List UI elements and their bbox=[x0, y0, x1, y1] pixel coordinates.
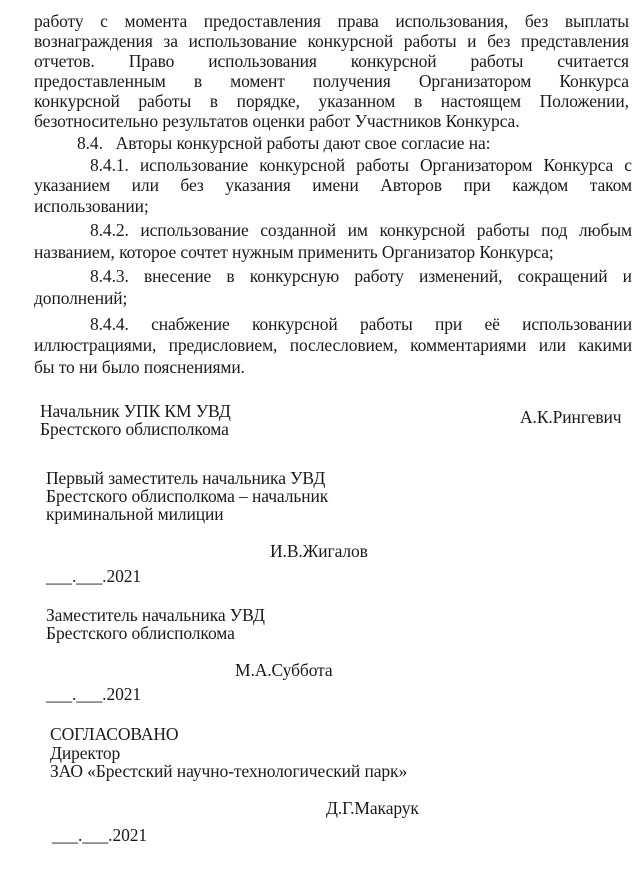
word: конкурсной bbox=[251, 314, 338, 334]
word: и bbox=[467, 31, 477, 51]
sig2-title-line-2: Брестского облисполкома – начальник bbox=[46, 486, 329, 506]
word: настоящем bbox=[440, 91, 521, 111]
word: использование bbox=[188, 31, 297, 51]
clause-8-4-4-line-3: бы то ни было пояснениями. bbox=[34, 357, 245, 377]
word: каждом bbox=[512, 175, 569, 195]
sig3-date: ___.___.2021 bbox=[46, 684, 142, 704]
word: конкурсной bbox=[307, 31, 394, 51]
word: или bbox=[131, 175, 159, 195]
word: предисловием, bbox=[168, 335, 278, 355]
word: таком bbox=[589, 175, 632, 195]
word: момента bbox=[124, 11, 188, 31]
word: указания bbox=[225, 175, 291, 195]
word: представления bbox=[520, 31, 629, 51]
word: работы bbox=[359, 314, 413, 334]
sig4-title-line-2: ЗАО «Брестский научно-технологический парк» bbox=[50, 761, 408, 781]
word: 8.4.2. bbox=[90, 220, 129, 240]
clause-8-4-3-line-2: дополнений; bbox=[34, 288, 128, 308]
sig3-title-line-1: Заместитель начальника УВД bbox=[46, 605, 265, 625]
word: использования, bbox=[395, 11, 509, 31]
body-line-5 bbox=[34, 91, 629, 111]
word: вознаграждения bbox=[34, 31, 153, 51]
word: без bbox=[180, 175, 204, 195]
word: конкурсной bbox=[34, 91, 120, 111]
word: использование bbox=[140, 220, 249, 240]
clause-8-4-4-line-2 bbox=[34, 335, 632, 355]
word: комментариями bbox=[410, 335, 527, 355]
word: работы bbox=[403, 31, 457, 51]
word: порядке, bbox=[236, 91, 300, 111]
body-line-1 bbox=[34, 11, 629, 31]
word: работы bbox=[476, 220, 530, 240]
word: предоставления bbox=[203, 11, 321, 31]
word: послесловием, bbox=[289, 335, 398, 355]
clause-8-4-1-line-3: использовании; bbox=[34, 196, 149, 216]
word: конкурсной bbox=[350, 51, 437, 71]
word: Организатором bbox=[418, 71, 532, 91]
word: за bbox=[163, 31, 178, 51]
word: имени bbox=[312, 175, 359, 195]
body-line-2 bbox=[34, 31, 629, 51]
word: в bbox=[226, 266, 235, 286]
word: считается bbox=[557, 51, 629, 71]
word: 8.4.4. bbox=[90, 314, 129, 334]
word: без bbox=[487, 31, 511, 51]
word: 8.4.1. bbox=[90, 155, 129, 175]
word: в bbox=[209, 91, 218, 111]
word: под bbox=[541, 220, 568, 240]
word: при bbox=[463, 175, 491, 195]
word: Право bbox=[128, 51, 175, 71]
word: её bbox=[484, 314, 500, 334]
sig1-title-line-1: Начальник УПК КМ УВД bbox=[40, 401, 231, 421]
word: Организатором bbox=[420, 155, 533, 175]
word: внесение bbox=[143, 266, 212, 286]
sig1-title-line-2: Брестского облисполкома bbox=[40, 419, 229, 439]
clause-8-4-3-line-1 bbox=[90, 266, 632, 286]
word: без bbox=[524, 11, 549, 31]
word: работы bbox=[470, 51, 524, 71]
sig2-date: ___.___.2021 bbox=[46, 566, 142, 586]
word: использование bbox=[139, 155, 249, 175]
word: конкурсной bbox=[379, 220, 466, 240]
word: в bbox=[193, 71, 202, 91]
word: получения bbox=[312, 71, 391, 91]
sig2-name: И.В.Жигалов bbox=[270, 541, 368, 561]
word: указанием bbox=[34, 175, 111, 195]
sig2-title-line-1: Первый заместитель начальника УВД bbox=[46, 468, 326, 488]
word: Конкурса bbox=[559, 71, 629, 91]
word: момент bbox=[230, 71, 285, 91]
word: им bbox=[347, 220, 368, 240]
word: иллюстрациями, bbox=[34, 335, 157, 355]
word: работы bbox=[356, 155, 409, 175]
word: изменений, bbox=[418, 266, 503, 286]
word: созданной bbox=[260, 220, 336, 240]
word: конкурсную bbox=[249, 266, 340, 286]
word: любым bbox=[578, 220, 632, 240]
sig3-name: М.А.Суббота bbox=[235, 660, 333, 680]
word: какими bbox=[578, 335, 632, 355]
word: работу bbox=[354, 266, 404, 286]
body-line-3 bbox=[34, 51, 629, 71]
clause-8-4-2-line-1 bbox=[90, 220, 632, 240]
sig2-title-line-3: криминальной милиции bbox=[46, 504, 224, 524]
sig4-name: Д.Г.Макарук bbox=[326, 798, 419, 818]
clause-8-4: 8.4. Авторы конкурсной работы дают свое согласие на: bbox=[77, 133, 491, 153]
word: использования bbox=[208, 51, 317, 71]
word: в bbox=[413, 91, 423, 111]
word: Конкурса bbox=[543, 155, 614, 175]
sig1-name: А.К.Рингевич bbox=[520, 407, 622, 427]
word: при bbox=[434, 314, 463, 334]
clause-8-4-1-line-1 bbox=[90, 155, 632, 175]
word: выплаты bbox=[564, 11, 629, 31]
word: сокращений bbox=[517, 266, 608, 286]
sig4-date: ___.___.2021 bbox=[52, 825, 148, 845]
word: с bbox=[100, 11, 108, 31]
word: указанном bbox=[318, 91, 396, 111]
body-line-6: безотносительно результатов оценки работ Участников Конкурса. bbox=[34, 111, 520, 131]
clause-8-4-4-line-1 bbox=[90, 314, 632, 334]
clause-8-4-1-line-2 bbox=[34, 175, 632, 195]
word: предоставленным bbox=[34, 71, 166, 91]
sig4-title-line-1: Директор bbox=[50, 743, 121, 763]
word: использовании bbox=[522, 314, 632, 334]
word: права bbox=[337, 11, 379, 31]
word: конкурсной bbox=[259, 155, 346, 175]
word: или bbox=[538, 335, 566, 355]
clause-8-4-2-line-2: названием, которое сочтет нужным применить Организатор Конкурса; bbox=[34, 242, 554, 262]
word: Положении, bbox=[539, 91, 629, 111]
sig3-title-line-2: Брестского облисполкома bbox=[46, 623, 235, 643]
word: работы bbox=[138, 91, 192, 111]
word: 8.4.3. bbox=[90, 266, 129, 286]
sig4-agreed: СОГЛАСОВАНО bbox=[50, 724, 179, 744]
word: отчетов. bbox=[34, 51, 95, 71]
word: с bbox=[624, 155, 632, 175]
word: Авторов bbox=[380, 175, 442, 195]
word: и bbox=[622, 266, 632, 286]
body-line-4 bbox=[34, 71, 629, 91]
word: работу bbox=[34, 11, 84, 31]
word: снабжение bbox=[151, 314, 230, 334]
